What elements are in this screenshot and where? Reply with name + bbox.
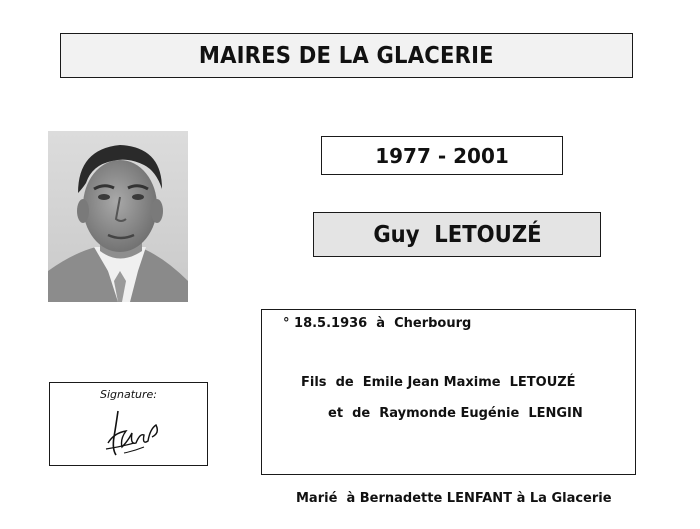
term-years: 1977 - 2001 xyxy=(375,143,509,168)
biography-box xyxy=(261,309,636,475)
mayor-name: Guy LETOUZÉ xyxy=(372,221,542,248)
title-banner xyxy=(60,33,633,78)
signature-box xyxy=(49,382,208,466)
term-years-box xyxy=(321,136,563,175)
father-info: Fils de Emile Jean Maxime LETOUZÉ xyxy=(301,375,576,390)
signature-label: Signature: xyxy=(99,388,157,401)
marriage-info: Marié à Bernadette LENFANT à La Glacerie xyxy=(296,491,612,506)
page-title: MAIRES DE LA GLACERIE xyxy=(199,42,494,69)
handwritten-signature-icon xyxy=(100,403,164,461)
mayor-portrait-photo xyxy=(48,131,188,302)
mayor-name-box xyxy=(313,212,601,257)
birth-info: ° 18.5.1936 à Cherbourg xyxy=(283,316,472,331)
mother-info: et de Raymonde Eugénie LENGIN xyxy=(328,406,583,421)
